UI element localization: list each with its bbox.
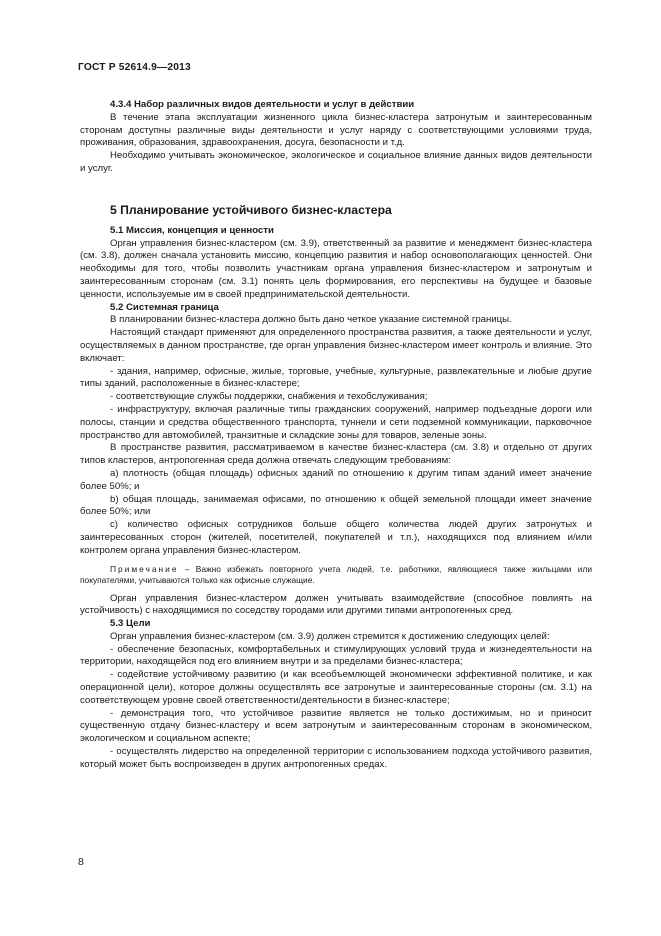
paragraph: Орган управления бизнес-кластером (см. 3.9) должен стремится к достижению следующих целей: xyxy=(110,630,550,642)
section-heading-5-2: 5.2 Системная граница xyxy=(110,301,219,313)
standard-designation: ГОСТ Р 52614.9—2013 xyxy=(78,62,191,73)
list-item: - инфраструктуру, включая различные типы гражданских сооружений, например подъездные дороги или полосы, станции и средства общественного транспорта, туннели и сети подземной коммуникации, парковочное пространство для автомобилей, транзитные и складские зоны для товаров, зеленые зоны. xyxy=(80,403,592,441)
section-heading-5-1: 5.1 Миссия, концепция и ценности xyxy=(110,224,274,236)
page-number: 8 xyxy=(78,856,84,868)
list-item: a) плотность (общая площадь) офисных зданий по отношению к другим типам зданий имеет значение более 50%; и xyxy=(80,467,592,492)
paragraph: Необходимо учитывать экономическое, экологическое и социальное влияние данных видов деятельности и услуг. xyxy=(80,150,592,174)
paragraph: В пространстве развития, рассматриваемом в качестве бизнес-кластера (см. 3.8) и отдельно от других типов кластеров, антропогенная среда должна отвечать следующим требованиям: xyxy=(80,442,592,467)
list-item: c) количество офисных сотрудников больше общего количества людей других затронутых и заинтересованных сторон (жителей, посетителей, покупателей и т.п.), находящихся под влиянием и/или контролем органа управления бизнес-кластером. xyxy=(80,519,592,556)
paragraph: Орган управления бизнес-кластером (см. 3.9), ответственный за развитие и менеджмент бизнес-кластера (см. 3.8), должен сначала установить миссию, концепцию развития и набор основополагающих ценностей. Они необходимы для того, чтобы позволить участникам органа управления бизнес-кластером и затронутым и заинтересованным сторонам (см. 3.1) понять цель формирования, его перспективы на будущее и базовые ценности, используемые им в своей предпринимательской деятельности. xyxy=(80,237,592,300)
paragraph: Настоящий стандарт применяют для определенного пространства развития, а также деятельности и услуг, осуществляемых в данном пространстве, где орган управления бизнес-кластером имеет контроль и влияние. Это включает: xyxy=(80,327,592,364)
list-item: - осуществлять лидерство на определенной территории с использованием подхода устойчивого развития, который может быть воспроизведен в других антропогенных средах. xyxy=(80,746,592,770)
paragraph: Орган управления бизнес-кластером должен учитывать взаимодействие (способное повлиять на устойчивость) с находящимися по соседству городами или другими типами антропогенных сред. xyxy=(80,592,592,617)
list-item: - содействие устойчивому развитию (и как всеобъемлющей экономически эффективной политике, и как операционной цели), которое должны осуществлять все затронутые и заинтересованные стороны (см. 3.1) на соответствующем уровне своей ответственности/деятельности в бизнес-кластере; xyxy=(80,669,592,706)
note xyxy=(80,564,592,587)
list-item: - здания, например, офисные, жилые, торговые, учебные, культурные, развлекательные и любые другие типы зданий, расположенные в бизнес-кластере; xyxy=(80,365,592,390)
section-heading-5-3: 5.3 Цели xyxy=(110,618,151,630)
paragraph: В планировании бизнес-кластера должно быть дано четкое указание системной границы. xyxy=(110,314,512,326)
note-text: – Важно избежать повторного учета людей, т.е. работники, являющиеся также жильцами или покупателями, учитываются только как офисные служащие. xyxy=(80,563,592,585)
list-item: - демонстрация того, что устойчивое развитие является не только достижимым, но и приносит существенную отдачу бизнес-кластеру и всем затронутым и заинтересованным сторонам в экономическом, экологическом и социальном аспекте; xyxy=(80,707,592,745)
section-heading-4-3-4: 4.3.4 Набор различных видов деятельности и услуг в действии xyxy=(110,99,415,110)
document-body xyxy=(80,99,592,772)
list-item: - обеспечение безопасных, комфортабельных и стимулирующих условий труда и жизнедеятельности на территории, находящейся под его влиянием внутри и за пределами бизнес-кластера; xyxy=(80,643,592,668)
list-item: - соответствующие службы поддержки, снабжения и техобслуживания; xyxy=(110,391,428,403)
list-item: b) общая площадь, занимаемая офисами, по отношению к общей земельной площади имеет значение более 50%; или xyxy=(80,493,592,518)
paragraph: В течение этапа эксплуатации жизненного цикла бизнес-кластера затронутым и заинтересованным сторонам доступны различные виды деятельности и услуг наряду с соответствующими условиями труда, проживания, образования, здравоохранения, досуга, безопасности и т.д. xyxy=(80,111,592,149)
note-label: Примечание xyxy=(110,563,179,574)
section-title-5: 5 Планирование устойчивого бизнес-кластера xyxy=(110,202,392,217)
